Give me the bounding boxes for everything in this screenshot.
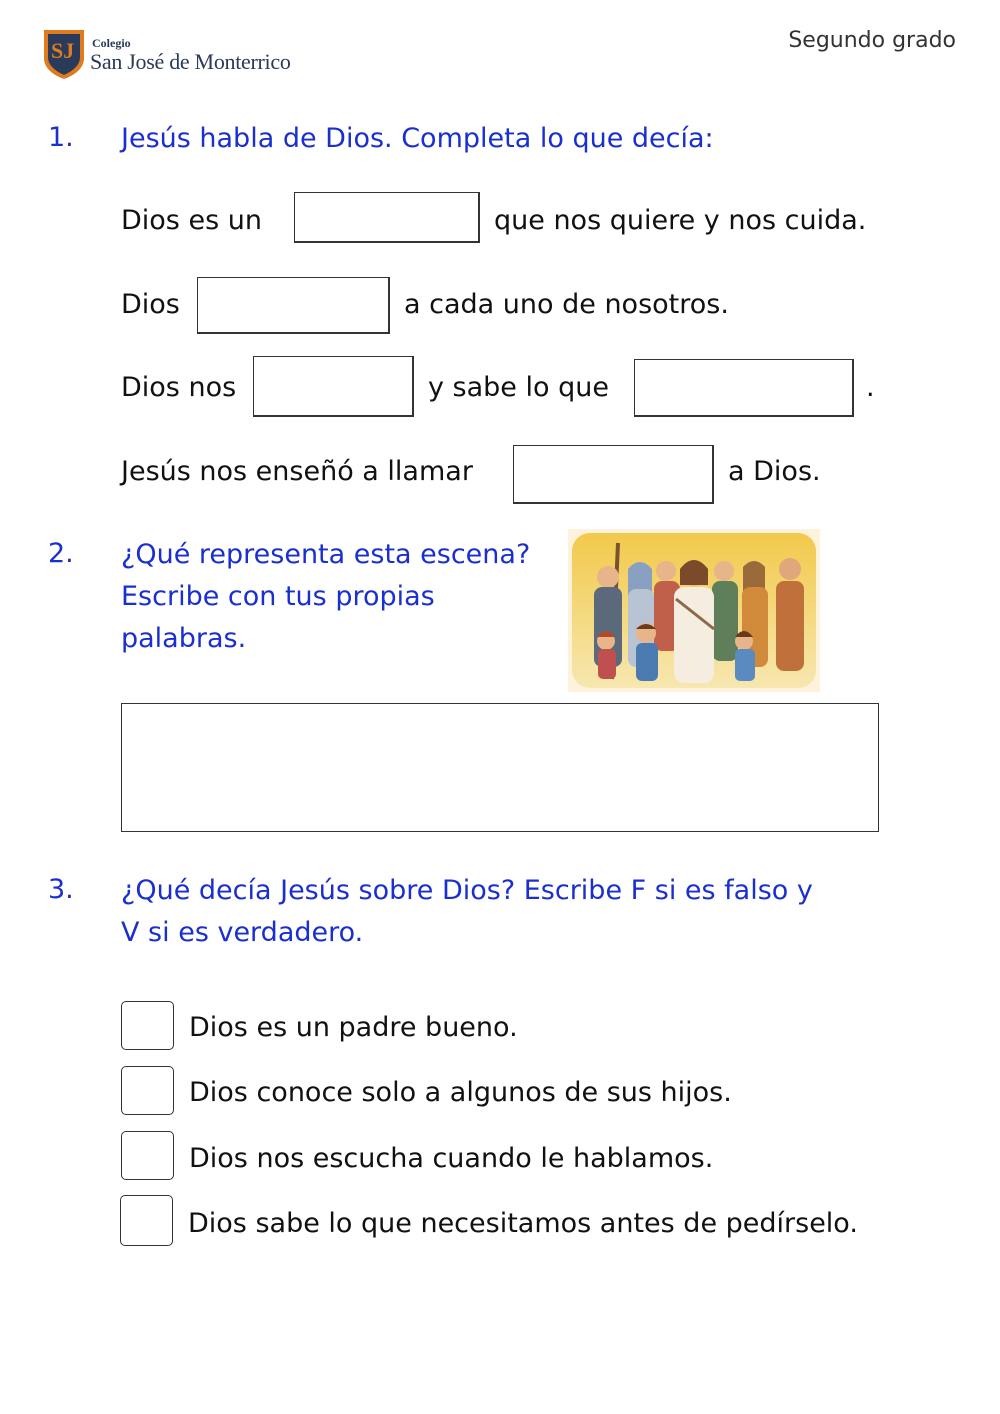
q1-line3-before: Dios nos <box>121 372 237 403</box>
q1-line2-after: a cada uno de nosotros. <box>404 289 729 320</box>
q1-line1-before: Dios es un <box>121 205 262 236</box>
question-3-title-line2: V si es verdadero. <box>121 917 364 948</box>
jesus-with-people-illustration <box>568 529 820 692</box>
q1-line2-before: Dios <box>121 289 180 320</box>
q1-line4-after: a Dios. <box>728 456 821 487</box>
question-3-title <box>121 870 813 954</box>
grade-label: Segundo grado <box>788 28 956 53</box>
question-3-title-line1: ¿Qué decía Jesús sobre Dios? Escribe F si es falso y <box>121 875 813 906</box>
tf-answer-box-3[interactable] <box>121 1131 174 1180</box>
q1-blank-3[interactable] <box>253 356 414 417</box>
scene-illustration-icon <box>568 529 820 692</box>
question-2-number: 2. <box>48 538 74 569</box>
statement-4: Dios sabe lo que necesitamos antes de pedírselo. <box>188 1208 858 1239</box>
question-3-number: 3. <box>48 874 74 905</box>
question-2-title-line2: Escribe con tus propias <box>121 581 435 612</box>
logo-school-name: San José de Monterrico <box>90 49 291 74</box>
q1-blank-5[interactable] <box>513 445 714 504</box>
question-2-title-line1: ¿Qué representa esta escena? <box>121 539 531 570</box>
statement-3: Dios nos escucha cuando le hablamos. <box>189 1143 714 1174</box>
q1-line4-before: Jesús nos enseñó a llamar <box>121 456 473 487</box>
logo-initials: SJ <box>51 38 75 63</box>
logo-subtitle: Colegio <box>92 36 131 50</box>
tf-answer-box-2[interactable] <box>121 1066 174 1115</box>
q1-blank-1[interactable] <box>294 192 480 243</box>
question-1-number: 1. <box>48 122 74 153</box>
q1-line1-after: que nos quiere y nos cuida. <box>494 205 867 236</box>
question-2-title-line3: palabras. <box>121 623 247 654</box>
q1-line3-middle: y sabe lo que <box>428 372 609 403</box>
q1-blank-4[interactable] <box>634 359 854 417</box>
q1-line3-after: . <box>866 372 875 403</box>
statement-1: Dios es un padre bueno. <box>189 1012 518 1043</box>
tf-answer-box-1[interactable] <box>121 1001 174 1050</box>
question-1-title: Jesús habla de Dios. Completa lo que decía: <box>121 123 714 154</box>
q1-blank-2[interactable] <box>197 277 390 334</box>
answer-textarea[interactable] <box>121 703 879 832</box>
school-logo <box>42 28 312 84</box>
question-2-title <box>121 534 530 660</box>
statement-2: Dios conoce solo a algunos de sus hijos. <box>189 1077 732 1108</box>
tf-answer-box-4[interactable] <box>120 1195 173 1246</box>
